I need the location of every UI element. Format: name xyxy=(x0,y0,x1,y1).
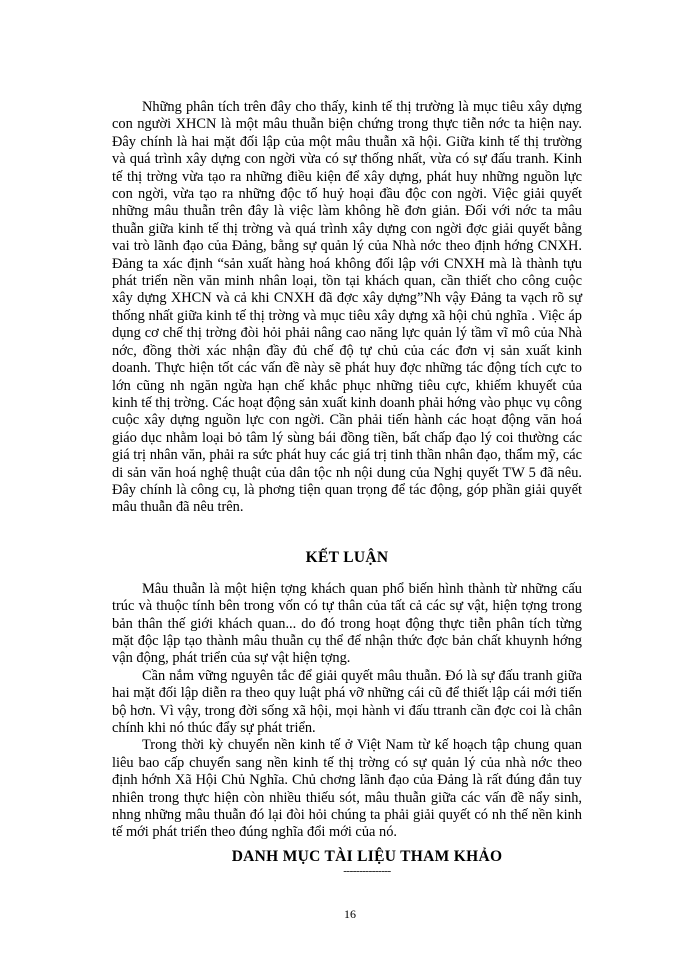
heading-references: DANH MỤC TÀI LIỆU THAM KHẢO xyxy=(231,847,503,865)
page-number: 16 xyxy=(344,907,356,921)
page-content xyxy=(112,99,582,876)
paragraph-vietnam-transition: Trong thời kỳ chuyển nền kinh tế ở Việt Nam từ kế hoạch tập chung quan liêu bao cấp chuyển sang nền kinh tế thị trờng có sự quản lý của nhà nớc theo định hớnh Xã Hội Chủ Nghĩa. Chủ chơng lãnh đạo của Đảng là rất đúng đắn tuy nhiên trong thực hiện còn nhiều thiếu sót, mâu thuẫn giữa các vấn đề nẩy sinh, nhng những mâu thuẫn đó lại đòi hỏi chúng ta phải giải quyết có nh thế nền kinh tế mới phát triển theo đúng nghĩa đổi mới của nó. xyxy=(112,737,582,841)
paragraph-resolution-principle: Cần nắm vững nguyên tắc để giải quyết mâu thuẫn. Đó là sự đấu tranh giữa hai mặt đối lập diễn ra theo quy luật phá vỡ những cái cũ để thiết lập cái mới tiến bộ hơn. Vì vậy, trong đời sống xã hội, mọi hành vi đấu ttranh cần đợc coi là chân chính khi nó thúc đẩy sự phát triển. xyxy=(112,667,582,736)
paragraph-contradiction-definition: Mâu thuẫn là một hiện tợng khách quan phổ biến hình thành từ những cấu trúc và thuộc tính bên trong vốn có tự thân của tất cả các sự vật, hiện tợng trong bản thân thế giới khách quan... do đó trong hoạt động thực tiễn phân tích từng mặt độc lập tạo thành mâu thuẫn cụ thể để nhận thức đợc bản chất khuynh hớng vận động, phát triển của sự vật hiện tợng. xyxy=(112,580,582,667)
heading-conclusion: KẾT LUẬN xyxy=(305,548,389,566)
heading-underline-dashes: --------------- xyxy=(343,864,391,877)
paragraph-analysis: Những phân tích trên đây cho thấy, kinh tế thị trường là mục tiêu xây dựng con người XHCN là một mâu thuẫn biện chứng trong thực tiễn nớc ta hiện nay. Đây chính là hai mặt đối lập của một mâu thuẫn xã hội. Giữa kinh tế thị trường và quá trình xây dựng con ngời vừa có sự thống nhất, vừa có sự đấu tranh. Kinh tế thị trờng vừa tạo ra những điều kiện để xây dựng, phát huy những nguồn lực con ngời, vừa tạo ra những độc tố huỷ hoại đầu độc con ngời. Việc giải quyết những mâu thuẫn trên đây là việc làm không hề đơn giản. Đối với nớc ta mâu thuẫn giữa kinh tế thị trờng và quá trình xây dựng con ngời đợc giải quyết bằng vai trò lãnh đạo của Đảng, bằng sự quản lý của Nhà nớc theo định hớng CNXH. Đảng ta xác định “sản xuất hàng hoá không đối lập với CNXH mà là thành tựu phát triển nền văn minh nhân loại, tồn tại khách quan, cần thiết cho công cuộc xây dựng XHCN và cả khi CNXH đã đợc xây dựng”Nh vậy Đảng ta vạch rõ sự thống nhất giữa kinh tế thị trờng và mục tiêu xây dựng xã hội chủ nghĩa . Việc áp dụng cơ chế thị trờng đòi hỏi phải nâng cao năng lực quản lý tầm vĩ mô của Nhà nớc, đồng thời xác nhận đầy đủ chế độ tự chủ của các đơn vị sản xuất kinh doanh. Thực hiện tốt các vấn đề này sẽ phát huy đợc những tác động tích cực to lớn cũng nh ngăn ngừa hạn chế khắc phục những tiêu cực, khiếm khuyết của kinh tế thị trờng. Các hoạt động sản xuất kinh doanh phải hớng vào phục vụ công cuộc xây dựng nguồn lực con ngời. Cần phải tiến hành các hoạt động văn hoá giáo dục nhằm loại bỏ tâm lý sùng bái đồng tiền, bất chấp đạo lý coi thường các giá trị nhân văn, phải ra sức phát huy các giá trị tinh thần nhân đạo, thẩm mỹ, các di sản văn hoá nghệ thuật của dân tộc nh nội dung của Nghị quyết TW 5 đã nêu. Đây chính là công cụ, là phơng tiện quan trọng để tác động, góp phần giải quyết mâu thuẫn đã nêu trên. xyxy=(112,99,582,516)
